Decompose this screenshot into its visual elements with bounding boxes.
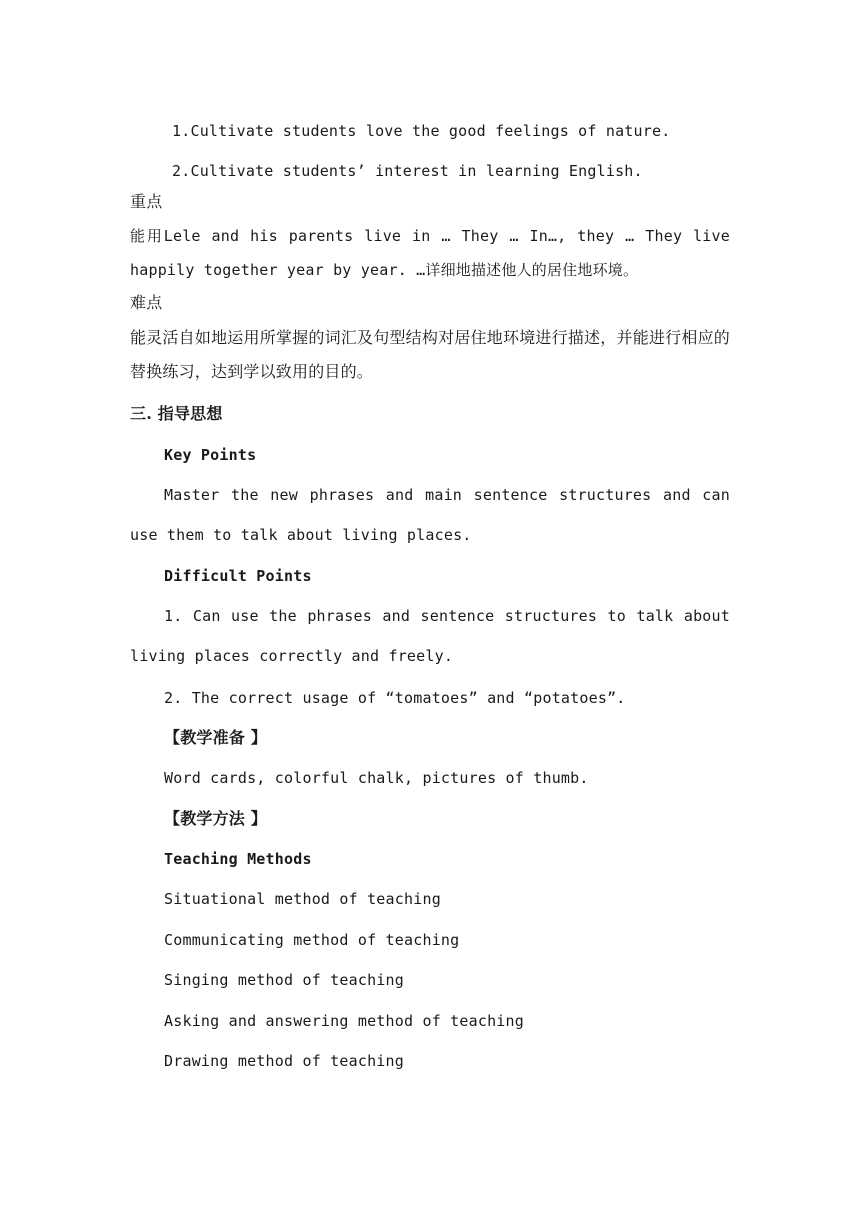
method-item: Situational method of teaching [164,890,441,908]
method-item: Asking and answering method of teaching [164,1012,524,1030]
aim-item-2: 2.Cultivate students’ interest in learning English. [172,162,643,180]
method-item: Communicating method of teaching [164,931,460,949]
preparation-heading: 【教学准备 】 [164,728,267,747]
difficulty-heading: 难点 [130,293,163,312]
preparation-text: Word cards, colorful chalk, pictures of thumb. [164,769,589,787]
aim-item-1: 1.Cultivate students love the good feelings of nature. [172,122,671,140]
methods-heading: 【教学方法 】 [164,809,267,828]
key-points-label: Key Points [164,446,257,464]
section-heading-guiding: 三. 指导思想 [130,404,223,423]
key-points-text: Master the new phrases and main sentence structures and can use them to talk about living places. [130,486,730,544]
focus-text: 能用Lele and his parents live in … They … In…, they … They live happily together year by year. …详细地描述他人的居住地环境。 [130,227,730,279]
focus-heading: 重点 [130,192,163,211]
difficulty-text: 能灵活自如地运用所掌握的词汇及句型结构对居住地环境进行描述，并能进行相应的替换练习，达到学以致用的目的。 [130,328,730,381]
difficult-points-label: Difficult Points [164,567,312,585]
difficult-point-1: 1. Can use the phrases and sentence structures to talk about living places correctly and freely. [130,607,730,665]
method-item: Drawing method of teaching [164,1052,404,1070]
difficult-point-2: 2. The correct usage of “tomatoes” and “potatoes”. [164,689,626,707]
method-item: Singing method of teaching [164,971,404,989]
methods-label: Teaching Methods [164,850,312,868]
